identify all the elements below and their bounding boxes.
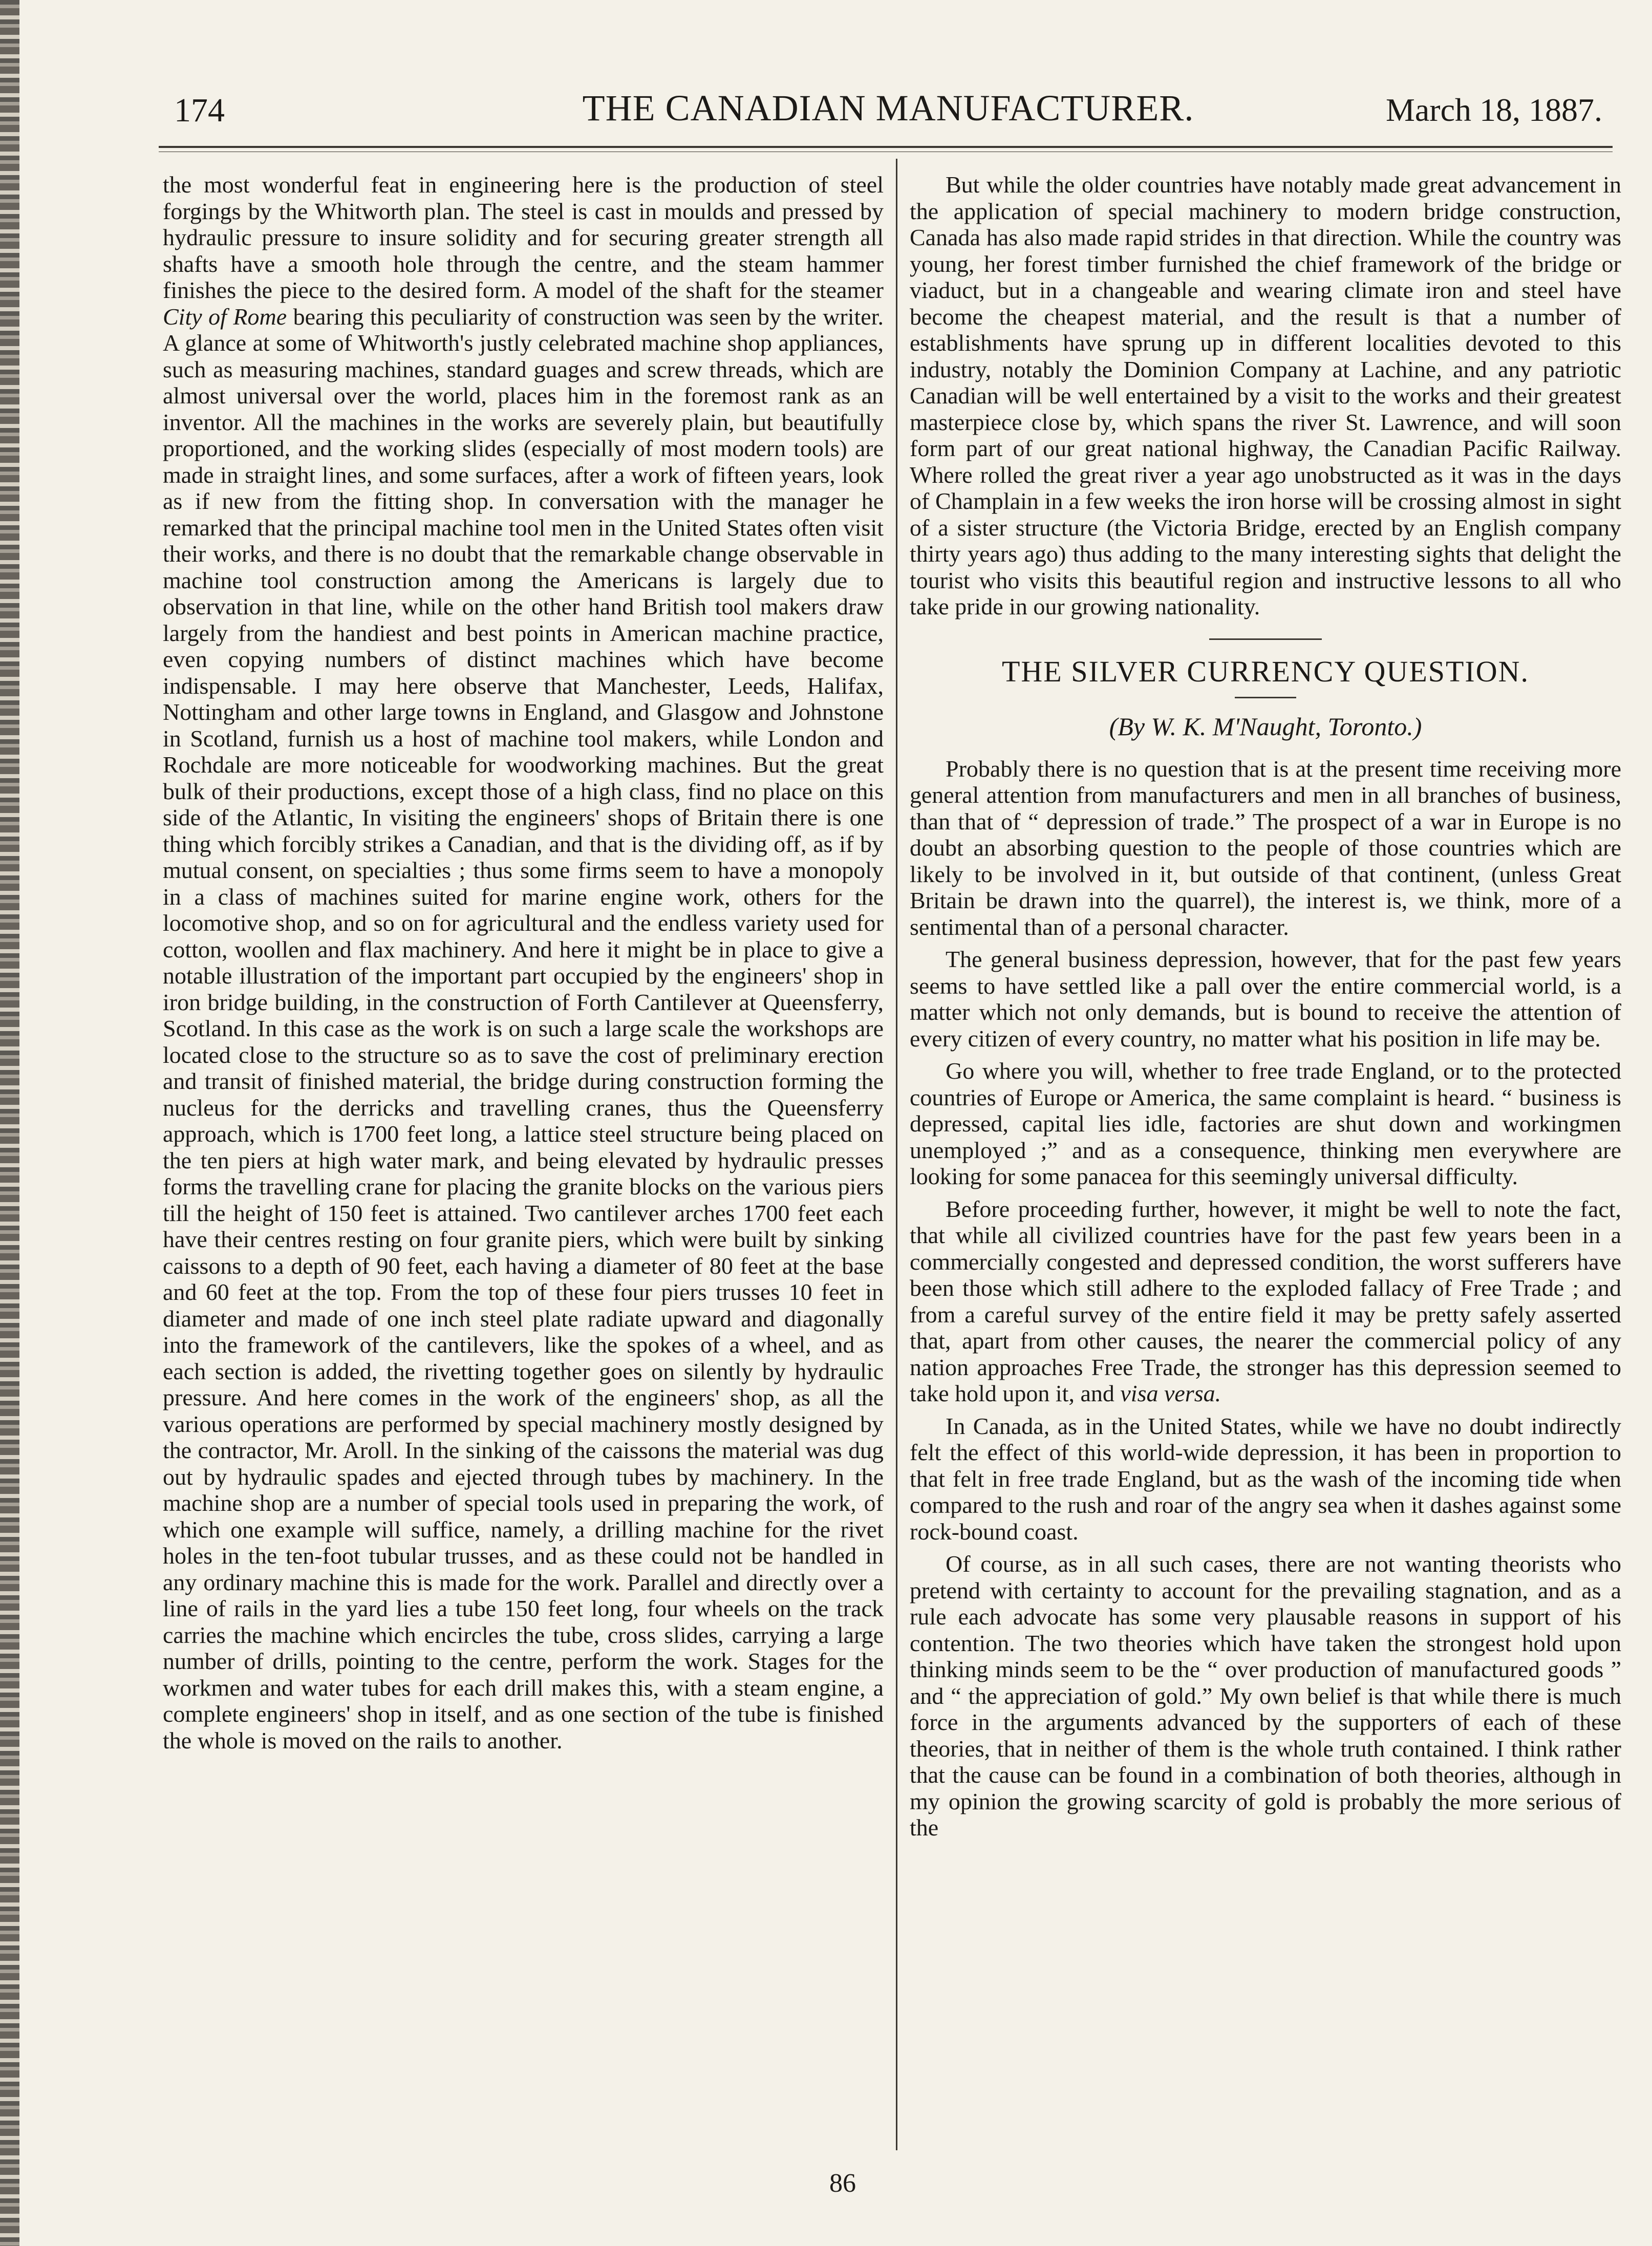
article-paragraph: In Canada, as in the United States, while we have no doubt indirectly felt the effect of this world-wide depression, it has been in proportion to that felt in free trade England, but as the wash of the incoming tide when compared to the rush and roar of the angry sea when it dashes against some rock-bound coast. <box>910 1413 1621 1545</box>
article-paragraph: Of course, as in all such cases, there are not wanting theorists who pretend with certainty to account for the prevailing stagnation, and as a rule each advocate has some very plausable reasons in support of his contention. The two theories which have taken the strongest hold upon thinking minds seem to be the “ over production of manufactured goods ” and “ the appreciation of gold.” My own belief is that while there is much force in the arguments advanced by the supporters of each of these theories, that in neither of them is the whole truth contained. I think rather that the cause can be found in a combination of both theories, although in my opinion the growing scarcity of gold is probably the more serious of the <box>910 1551 1621 1841</box>
article-paragraph: Go where you will, whether to free trade England, or to the protected countries of Europe or America, the same complaint is heard. “ business is depressed, capital lies idle, factories are shut down and workingmen unemployed ;” and as a consequence, thinking men everywhere are looking for some panacea for this seemingly universal difficulty. <box>910 1058 1621 1189</box>
title-divider <box>1235 697 1296 698</box>
ship-name: City of Rome <box>163 303 287 330</box>
article-paragraph: The general business depression, however, that for the past few years seems to have settled like a pall over the entire commercial world, is a matter which not only demands, but is bound to receive the attention of every citizen of every country, no matter what his position in life may be. <box>910 946 1621 1052</box>
article-paragraph: Probably there is no question that is at the present time receiving more general attention from manufacturers and men in all branches of business, than that of “ depression of trade.” The prospect of a war in Europe is no doubt an absorbing question to the people of those countries which are likely to be involved in it, but outside of that continent, (unless Great Britain be drawn into the quarrel), the interest is, we think, more of a sentimental than of a personal character. <box>910 755 1621 940</box>
header-rule <box>159 146 1613 148</box>
right-column <box>910 172 1621 1841</box>
publication-title: THE CANADIAN MANUFACTURER. <box>582 88 1194 129</box>
article-paragraph: But while the older countries have notably made great advancement in the application of special machinery to modern bridge construction, Canada has also made rapid strides in that direction. While the country was young, her forest timber furnished the chief framework of the bridge or viaduct, but in a changeable and wearing climate iron and steel have become the cheapest material, and the result is that a number of establishments have sprung up in different localities devoted to this industry, notably the Dominion Company at Lachine, and any patriotic Canadian will be well entertained by a visit to the works and their greatest masterpiece close by, which spans the river St. Lawrence, and will soon form part of our great national highway, the Canadian Pacific Railway. Where rolled the great river a year ago unobstructed as it was in the days of Champlain in a few weeks the iron horse will be crossing almost in sight of a sister structure (the Victoria Bridge, erected by an English company thirty years ago) thus adding to the many interesting sights that delight the tourist who visits this beautiful region and instructive lessons to all who take pride in our growing nationality. <box>910 172 1621 619</box>
article-paragraph: Before proceeding further, however, it might be well to note the fact, that while all civilized countries have for the past few years been in a commercially congested and depressed condition, the worst sufferers have been those which still adhere to the exploded fallacy of Free Trade ; and from a careful survey of the entire field it may be pretty safely asserted that, apart from other causes, the nearer the commercial policy of any nation approaches Free Trade, the stronger has this depression seemed to take hold upon it, and visa versa. <box>910 1195 1621 1406</box>
page-number: 174 <box>174 92 225 129</box>
column-divider <box>896 159 897 2150</box>
section-title: THE SILVER CURRENCY QUESTION. <box>1001 654 1530 688</box>
issue-date: March 18, 1887. <box>1385 92 1602 128</box>
byline: (By W. K. M'Naught, Toronto.) <box>1109 712 1422 741</box>
article-paragraph: the most wonderful feat in engineering here is the production of steel forgings by the Whitworth plan. The steel is cast in moulds and pressed by hydraulic pressure to insure solidity and for securing greater strength all shafts have a smooth hole through the centre, and the steam hammer finishes the piece to the desired form. A model of the shaft for the steamer City of Rome bearing this peculiarity of construction was seen by the writer. A glance at some of Whitworth's justly celebrated machine shop appliances, such as measuring machines, standard guages and screw threads, which are almost universal over the world, places him in the foremost rank as an inventor. All the machines in the works are severely plain, but beautifully proportioned, and the working slides (especially of most modern tools) are made in straight lines, and some surfaces, after a work of fifteen years, look as if new from the fitting shop. In conversation with the manager he remarked that the principal machine tool men in the United States often visit their works, and there is no doubt that the remarkable change observable in machine tool construction among the Americans is largely due to observation in that line, while on the other hand British tool makers draw largely from the handiest and best points in American machine practice, even copying numbers of distinct machines which have become indispensable. I may here observe that Manchester, Leeds, Halifax, Nottingham and other large towns in England, and Glasgow and Johnstone in Scotland, furnish us a host of machine tool makers, while London and Rochdale are more noticeable for woodworking machines. But the great bulk of their productions, except those of a high class, find no place on this side of the Atlantic, In visiting the engineers' shops of Britain there is one thing which forcibly strikes a Canadian, and that is the dividing off, as if by mutual consent, on specialties ; thus some firms seem to have a monopoly in a class of machines suited for marine engine work, others for the locomotive shop, and so on for agricultural and the endless variety used for cotton, woollen and flax machinery. And here it might be in place to give a notable illustration of the important part occupied by the engineers' shop in iron bridge building, in the construction of Forth Cantilever at Queensferry, Scotland. In this case as the work is on such a large scale the workshops are located close to the structure so as to save the cost of preliminary erection and transit of finished material, the bridge during construction forming the nucleus for the derricks and travelling cranes, thus the Queensferry approach, which is 1700 feet long, a lattice steel structure being placed on the ten piers at high water mark, and being elevated by hydraulic presses forms the travelling crane for placing the granite blocks on the various piers till the height of 150 feet is attained. Two cantilever arches 1700 feet each have their centres resting on four granite piers, which were built by sinking caissons to a depth of 90 feet, each having a diameter of 80 feet at the base and 60 feet at the top. From the top of these four piers trusses 10 feet in diameter and made of one inch steel plate radiate upward and diagonally into the framework of the cantilevers, like the spokes of a wheel, and as each section is added, the rivetting together goes on silently by hydraulic pressure. And here comes in the work of the engineers' shop, as all the various operations are performed by special machinery mostly designed by the contractor, Mr. Aroll. In the sinking of the caissons the material was dug out by hydraulic spades and ejected through tubes by machinery. In the machine shop are a number of special tools used in preparing the work, of which one example will suffice, namely, a drilling machine for the rivet holes in the ten-foot tubular trusses, and as these could not be handled in any ordinary machine this is made for the work. Parallel and directly over a line of rails in the yard lies a tube 150 feet long, four wheels on the track carries the machine which encircles the tube, cross slides, carrying a large number of drills, pointing to the centre, perform the work. Stages for the workmen and water tubes for each drill makes this, with a steam engine, a complete engineers' shop in itself, and as one section of the tube is finished the whole is moved on the rails to another. <box>163 172 884 1753</box>
book-binding-edge <box>0 0 19 2246</box>
page-header <box>174 87 1602 138</box>
section-divider <box>1209 638 1322 640</box>
left-column <box>163 172 884 1753</box>
sheet-number: 86 <box>829 2169 856 2198</box>
